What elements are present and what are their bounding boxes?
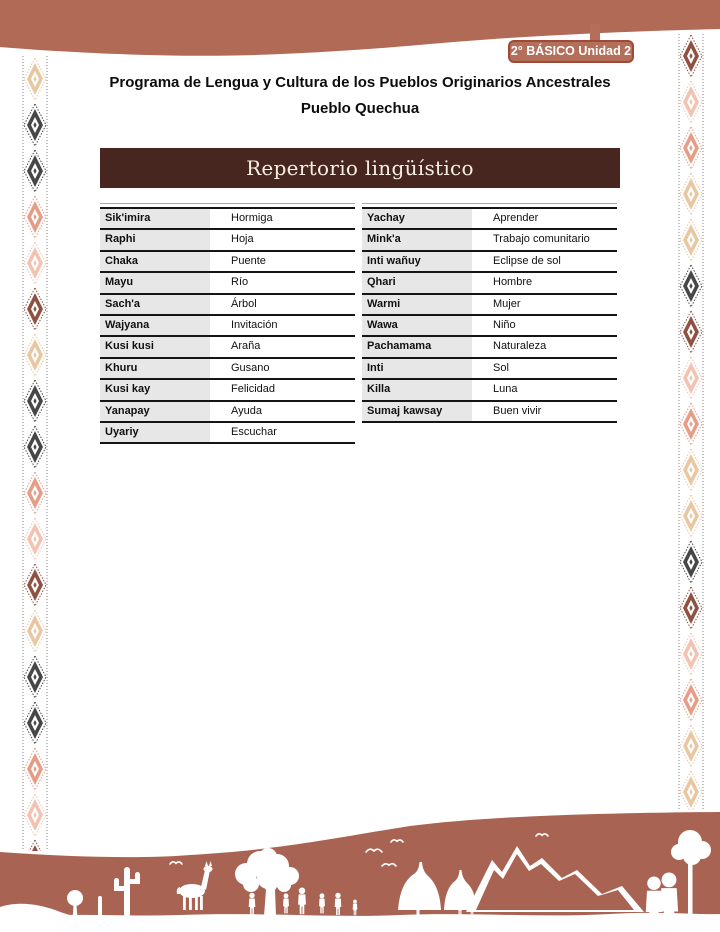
table-row [100,271,355,292]
table-row [362,314,617,335]
spanish-meaning-cell: Puente [231,254,266,267]
spanish-meaning-cell: Mujer [493,297,521,310]
quechua-word-cell: Inti [362,359,472,378]
quechua-word-cell: Sach'a [100,295,210,314]
table-row [100,335,355,356]
table-row [100,207,355,228]
spanish-meaning-cell: Ayuda [231,404,262,417]
spanish-meaning-cell: Escuchar [231,425,277,438]
vocab-table-right [362,203,617,423]
spanish-meaning-cell: Araña [231,340,261,353]
unit-badge: 2° BÁSICO Unidad 2 [508,40,634,63]
table-row [362,293,617,314]
table-row [362,378,617,399]
spanish-meaning-cell: Hoja [231,233,254,246]
quechua-word-cell: Pachamama [362,337,472,356]
spanish-meaning-cell: Naturaleza [493,340,547,353]
quechua-word-cell: Yanapay [100,402,210,421]
table-row [362,271,617,292]
quechua-word-cell: Chaka [100,252,210,271]
pueblo-subtitle: Pueblo Quechua [300,100,420,117]
table-row [100,421,355,442]
table-row [100,250,355,271]
quechua-word-cell: Kusi kay [100,380,210,399]
quechua-word-cell: Khuru [100,359,210,378]
table-row [100,228,355,249]
table-row [362,400,617,421]
table-row [362,335,617,356]
table-row [100,357,355,378]
table-row [362,250,617,271]
spanish-meaning-cell: Hormiga [231,212,273,224]
spanish-meaning-cell: Río [231,276,249,289]
quechua-word-cell: Yachay [362,209,472,228]
spanish-meaning-cell: Trabajo comunitario [493,233,590,246]
table-row [362,357,617,378]
quechua-word-cell: Mink'a [362,230,472,249]
quechua-word-cell: Inti wañuy [362,252,472,271]
table-row [100,293,355,314]
spanish-meaning-cell: Felicidad [231,383,276,396]
program-title: Programa de Lengua y Cultura de los Pueblos Originarios Ancestrales [109,74,611,91]
table-row [362,228,617,249]
spanish-meaning-cell: Hombre [493,276,533,289]
spanish-meaning-cell: Luna [493,383,518,396]
spanish-meaning-cell: Árbol [231,297,257,310]
quechua-word-cell: Warmi [362,295,472,314]
quechua-word-cell: Sumaj kawsay [362,402,472,421]
spanish-meaning-cell: Gusano [231,361,270,374]
spanish-meaning-cell: Buen vivir [493,404,542,417]
vocab-table-left [100,203,355,444]
section-header-repertorio: Repertorio lingüístico [100,148,620,188]
spanish-meaning-cell: Invitación [231,318,278,331]
bottom-landscape-illustration [0,812,720,932]
quechua-word-cell: Sik'imira [100,209,210,228]
andean-textile-border-left-icon [22,56,48,851]
quechua-word-cell: Killa [362,380,472,399]
table-row [100,400,355,421]
andean-textile-border-right-icon [678,33,704,811]
spanish-meaning-cell: Sol [493,361,509,374]
quechua-word-cell: Kusi kusi [100,337,210,356]
quechua-word-cell: Wajyana [100,316,210,335]
quechua-word-cell: Raphi [100,230,210,249]
spanish-meaning-cell: Eclipse de sol [493,254,561,267]
table-row [100,378,355,399]
quechua-word-cell: Qhari [362,273,472,292]
quechua-word-cell: Mayu [100,273,210,292]
spanish-meaning-cell: Aprender [493,212,539,224]
quechua-word-cell: Uyariy [100,423,210,442]
spanish-meaning-cell: Niño [493,318,516,331]
table-row [100,314,355,335]
quechua-word-cell: Wawa [362,316,472,335]
table-row [362,207,617,228]
